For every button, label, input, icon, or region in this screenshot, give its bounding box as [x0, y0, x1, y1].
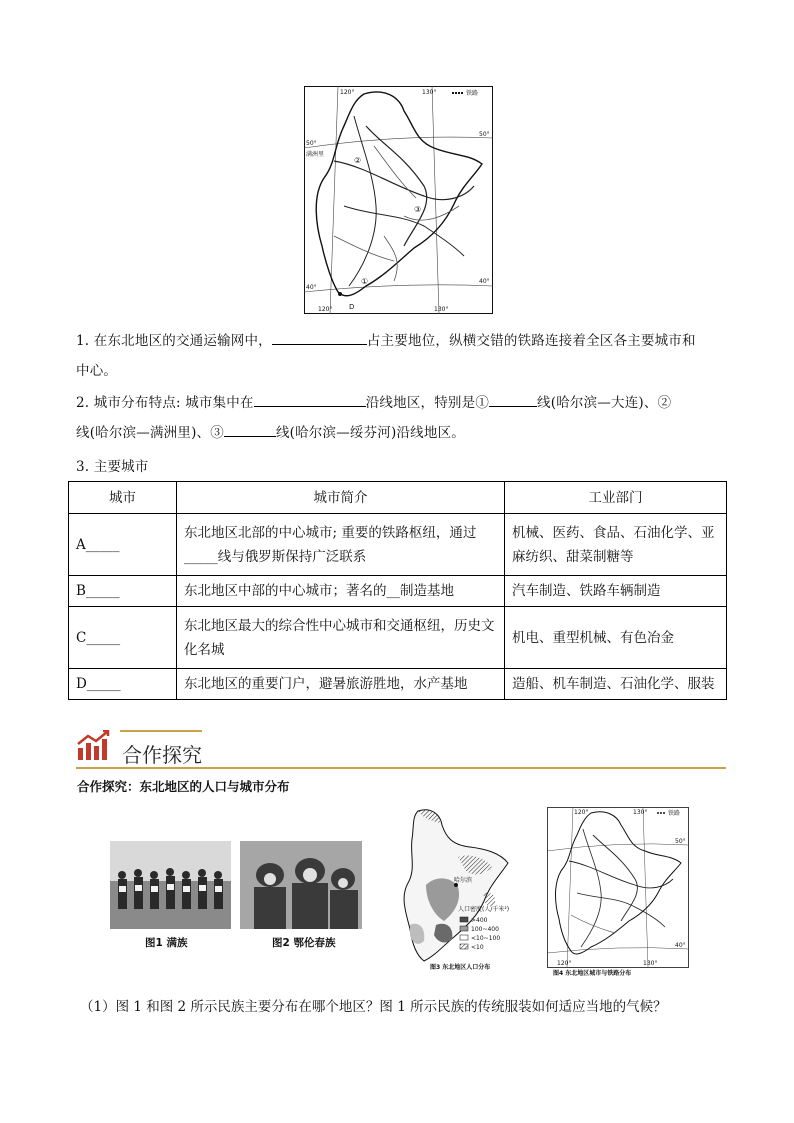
- fig4-lat-label: 40°: [675, 942, 686, 949]
- q1-blank[interactable]: [272, 329, 367, 345]
- fig4-lon-label: 120°: [574, 809, 589, 816]
- fig4-legend: 铁路: [668, 810, 681, 817]
- cell-intro: 东北地区的重要门户，避暑旅游胜地，水产基地: [177, 669, 505, 700]
- table-row: [69, 669, 727, 700]
- table-header-row: [69, 482, 727, 514]
- sub-question-1: （1）图 1 和图 2 所示民族主要分布在哪个地区？图 1 所示民族的传统服装如何适应当地的气候？: [80, 999, 667, 1015]
- q2-blank-4[interactable]: [224, 421, 276, 437]
- q2-blank-2[interactable]: [489, 391, 537, 407]
- q2-text-c: 线(哈尔滨—大连)、②: [537, 395, 672, 411]
- section-icon: [76, 730, 110, 762]
- q2-text-e: 线(哈尔滨—绥芬河)沿线地区。: [275, 425, 465, 441]
- header-intro: 城市简介: [177, 482, 505, 514]
- place-label: 满洲里: [306, 151, 325, 158]
- population-map: [396, 805, 526, 973]
- lon-label: 130°: [434, 306, 449, 313]
- fig4-caption: 图4 东北地区城市与铁路分布: [553, 970, 632, 977]
- cell-intro: 东北地区最大的综合性中心城市和交通枢纽，历史文化名城: [177, 607, 505, 669]
- fig3-legend-item: <10: [471, 944, 484, 951]
- q2-text-a: 2. 城市分布特点: 城市集中在: [76, 395, 254, 411]
- cell-industry: 机电、重型机械、有色冶金: [505, 607, 727, 669]
- section-subtitle: 合作探究：东北地区的人口与城市分布: [77, 779, 290, 794]
- cell-intro: 东北地区中部的中心城市；著名的__制造基地: [177, 576, 505, 607]
- cities-table: [68, 481, 727, 700]
- section-title: 合作探究: [122, 743, 202, 767]
- marker-1: ①: [361, 277, 369, 286]
- cell-city[interactable]: A_____: [69, 514, 177, 576]
- section-top-rule: [120, 730, 202, 732]
- cell-city[interactable]: C_____: [69, 607, 177, 669]
- header-city: 城市: [69, 482, 177, 514]
- fig4-lon-label: 130°: [643, 960, 658, 967]
- lon-label: 130°: [422, 89, 437, 96]
- table-row: [69, 514, 727, 576]
- top-railway-map: [304, 86, 493, 314]
- cell-city[interactable]: D_____: [69, 669, 177, 700]
- marker-3: ③: [414, 205, 422, 214]
- fig1-caption: 图1 满族: [145, 937, 188, 949]
- table-row: [69, 607, 727, 669]
- lat-label: 50°: [479, 131, 490, 138]
- lat-label: 50°: [306, 140, 317, 147]
- cell-city[interactable]: B_____: [69, 576, 177, 607]
- fig3-city-label: 哈尔滨: [454, 877, 473, 884]
- q2-blank-1[interactable]: [254, 391, 366, 407]
- lon-label: 120°: [318, 306, 333, 313]
- header-industry: 工业部门: [505, 482, 727, 514]
- fig3-legend-item: >400: [471, 917, 488, 924]
- q1-text-b: 占主要地位，纵横交错的铁路连接着全区各主要城市和: [366, 333, 696, 349]
- q1-text-a: 1. 在东北地区的交通运输网中，: [76, 333, 272, 349]
- marker-2: ②: [354, 156, 362, 165]
- q2-text-b: 沿线地区，特别是①: [365, 395, 490, 411]
- fig3-legend-item: 100~400: [471, 926, 499, 933]
- question-2: [76, 388, 736, 448]
- fig4-lon-label: 120°: [557, 960, 572, 967]
- cell-industry: 汽车制造、铁路车辆制造: [505, 576, 727, 607]
- cell-industry: 造船、机车制造、石油化学、服装: [505, 669, 727, 700]
- cell-industry: 机械、医药、食品、石油化学、亚麻纺织、甜菜制糖等: [505, 514, 727, 576]
- fig3-legend-title: 人口密度(人/千米²): [458, 906, 510, 913]
- question-1: [76, 326, 726, 386]
- lat-label: 40°: [306, 284, 317, 291]
- oroqen-photo: [240, 841, 362, 929]
- lon-label: 120°: [340, 89, 355, 96]
- marker-D: D: [349, 303, 355, 311]
- q2-text-d: 线(哈尔滨—满洲里)、③: [76, 425, 224, 441]
- manchu-photo: [110, 841, 231, 929]
- cell-intro: 东北地区北部的中心城市; 重要的铁路枢纽，通过_____线与俄罗斯保持广泛联系: [177, 514, 505, 576]
- table-row: [69, 576, 727, 607]
- city-railway-map: [547, 807, 689, 977]
- fig4-lon-label: 130°: [633, 809, 648, 816]
- lat-label: 40°: [479, 278, 490, 285]
- top-map-legend: 铁路: [466, 90, 479, 97]
- section-rule: [76, 767, 726, 769]
- question-3-label: 3. 主要城市: [76, 459, 149, 475]
- fig3-legend-item: <10~100: [471, 935, 501, 942]
- fig4-lat-label: 50°: [675, 838, 686, 845]
- fig3-caption: 图3 东北地区人口分布: [430, 964, 491, 971]
- q1-text-c: 中心。: [76, 363, 118, 379]
- fig2-caption: 图2 鄂伦春族: [272, 937, 336, 949]
